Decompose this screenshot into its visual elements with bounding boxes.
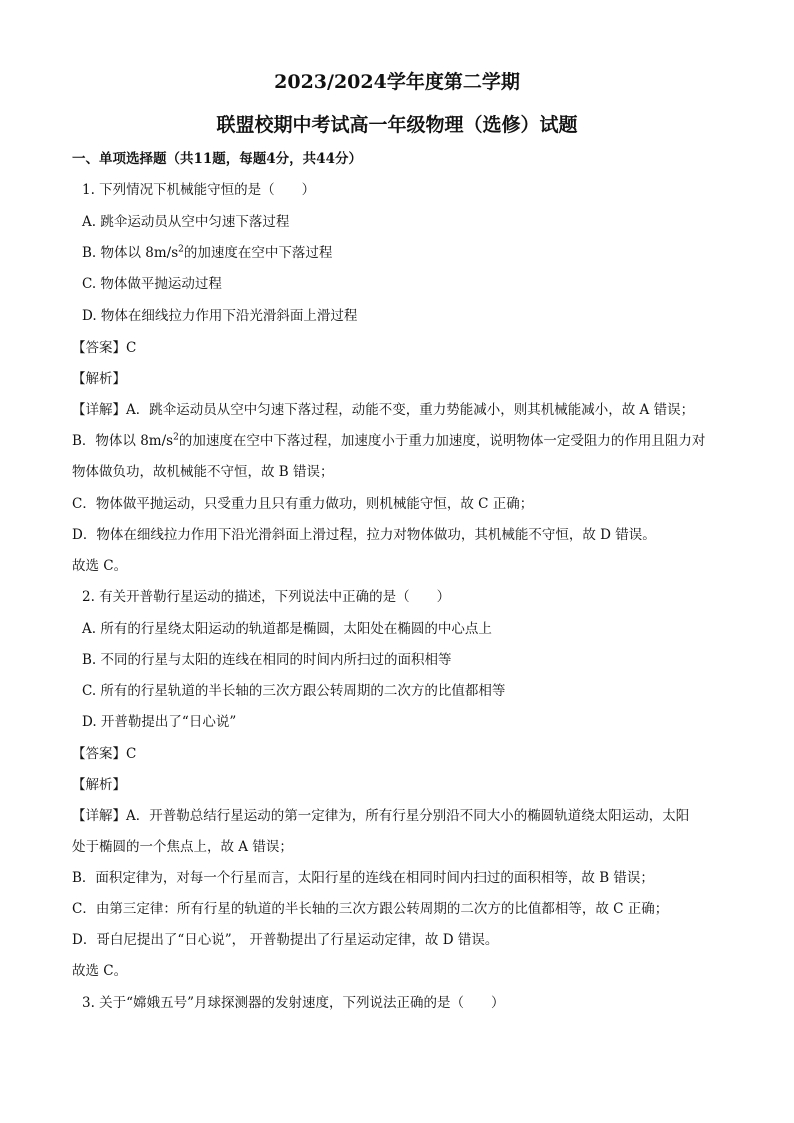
q1-answer: 【答案】C xyxy=(72,340,137,356)
q2-option-b: B. 不同的行星与太阳的连线在相同的时间内所扫过的面积相等 xyxy=(82,652,452,668)
q1-detail-1: 【详解】A．跳伞运动员从空中匀速下落过程，动能不变，重力势能减小，则其机械能减小，故 A 错误； xyxy=(72,402,695,418)
q1-detail-2-pre: B．物体以 8m/s xyxy=(72,433,174,449)
q1-detail-5: D．物体在细线拉力作用下沿光滑斜面上滑过程，拉力对物体做功，其机械能不守恒，故 D 错误。 xyxy=(72,527,656,543)
q2-detail-2: 处于椭圆的一个焦点上，故 A 错误； xyxy=(72,839,293,855)
q2-option-c: C. 所有的行星轨道的半长轴的三次方跟公转周期的二次方的比值都相等 xyxy=(82,683,506,699)
q1-option-b-sup: 2 xyxy=(178,244,184,255)
q2-analysis-label: 【解析】 xyxy=(72,777,126,793)
q1-option-c: C. 物体做平抛运动过程 xyxy=(82,276,222,292)
q1-detail-4: C．物体做平抛运动，只受重力且只有重力做功，则机械能守恒，故 C 正确； xyxy=(72,496,534,512)
q2-detail-1: 【详解】A．开普勒总结行星运动的第一定律为，所有行星分别沿不同大小的椭圆轨道绕太阳运动，太阳 xyxy=(72,808,690,824)
q1-option-b-pre: B. 物体以 8m/s xyxy=(82,245,179,261)
q1-analysis-label: 【解析】 xyxy=(72,371,126,387)
q2-option-d: D. 开普勒提出了“日心说” xyxy=(82,714,237,730)
q2-answer: 【答案】C xyxy=(72,746,137,762)
q1-conclusion: 故选 C。 xyxy=(72,558,128,574)
q1-option-d: D. 物体在细线拉力作用下沿光滑斜面上滑过程 xyxy=(82,308,358,324)
q1-detail-2 xyxy=(72,432,705,450)
q2-detail-4: C．由第三定律：所有行星的轨道的半长轴的三次方跟公转周期的二次方的比值都相等，故 C 正确； xyxy=(72,901,669,917)
exam-title-subject: 联盟校期中考试高一年级物理（选修）试题 xyxy=(216,114,578,136)
q2-detail-5: D．哥白尼提出了“日心说”， 开普勒提出了行星运动定律，故 D 错误。 xyxy=(72,932,499,948)
exam-title-year: 2023/2024学年度第二学期 xyxy=(274,71,520,93)
section-heading: 一、单项选择题（共11题，每题4分，共44分） xyxy=(72,151,362,167)
q1-option-a: A. 跳伞运动员从空中匀速下落过程 xyxy=(82,214,290,230)
q2-conclusion: 故选 C。 xyxy=(72,963,128,979)
q1-detail-2-post: 的加速度在空中下落过程，加速度小于重力加速度，说明物体一定受阻力的作用且阻力对 xyxy=(178,433,706,449)
q1-option-b-post: 的加速度在空中下落过程 xyxy=(183,245,333,261)
q2-detail-3: B．面积定律为，对每一个行星而言，太阳行星的连线在相同时间内扫过的面积相等，故 B 错误； xyxy=(72,870,654,886)
q1-stem: 1. 下列情况下机械能守恒的是（ ） xyxy=(82,182,316,198)
q1-detail-2-sup: 2 xyxy=(173,432,179,443)
q2-option-a: A. 所有的行星绕太阳运动的轨道都是椭圆，太阳处在椭圆的中心点上 xyxy=(82,621,492,637)
q3-stem: 3. 关于“嫦娥五号”月球探测器的发射速度，下列说法正确的是（ ） xyxy=(82,995,505,1011)
q1-detail-3: 物体做负功，故机械能不守恒，故 B 错误； xyxy=(72,464,334,480)
q2-stem: 2. 有关开普勒行星运动的描述，下列说法中正确的是（ ） xyxy=(82,589,451,605)
q1-option-b xyxy=(82,244,332,262)
